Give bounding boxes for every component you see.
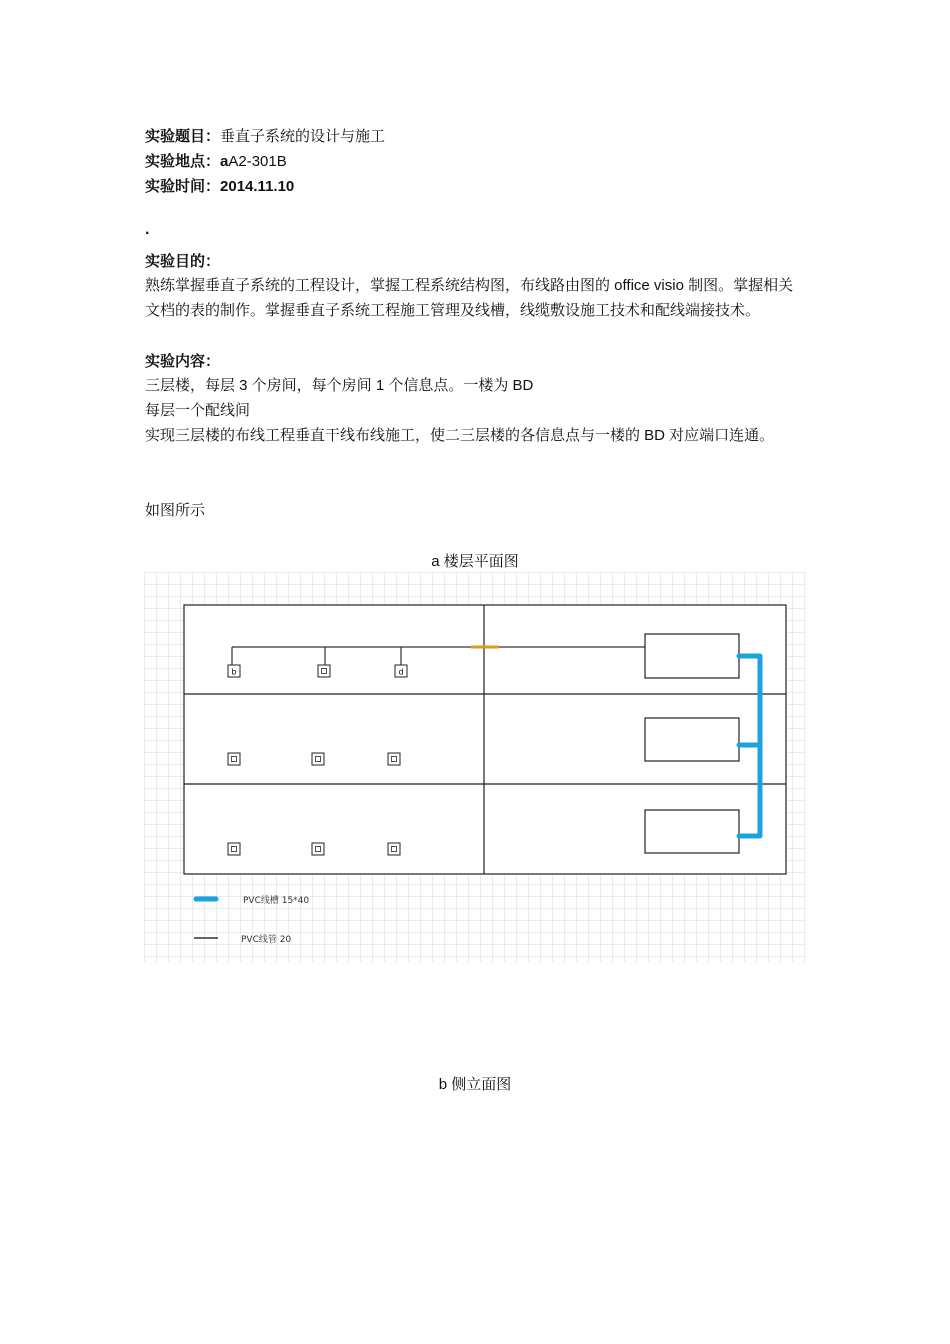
info-outlet-f3-3: [388, 843, 400, 855]
experiment-title-value: 垂直子系统的设计与施工: [220, 128, 386, 145]
info-outlet-f3-1: [228, 843, 240, 855]
info-outlet-f2-3: [388, 753, 400, 765]
info-outlet-f2-1: [228, 753, 240, 765]
info-outlet-f1-3: [395, 665, 407, 677]
content-line-2: 每层一个配线间: [145, 402, 251, 419]
experiment-time-line: [145, 177, 294, 197]
experiment-title-label: 实验题目：: [145, 128, 221, 145]
content-line-3: 实现三层楼的布线工程垂直干线布线施工，使二三层楼的各信息点与一楼的 BD 对应端口连通。: [145, 427, 775, 444]
experiment-time-value: 2014.11.10: [220, 178, 295, 195]
outlet-label-b: b: [231, 667, 237, 677]
experiment-title-line: [145, 127, 385, 147]
as-shown-text: 如图所示: [145, 502, 206, 519]
experiment-location-prefix: a: [220, 153, 229, 170]
experiment-time-label: 实验时间：: [145, 178, 221, 195]
info-outlet-f1-2: [318, 665, 330, 677]
purpose-heading: 实验目的：: [145, 253, 221, 270]
floor-plan-diagram: [144, 572, 806, 962]
info-outlet-f2-2: [312, 753, 324, 765]
legend-conduit-label: PVC线管 20: [241, 935, 292, 945]
experiment-location-value: A2-301B: [228, 153, 287, 170]
outlet-label-d: d: [398, 667, 404, 677]
wiring-closet-f1: [645, 634, 739, 678]
legend-trunk-label: PVC线槽 15*40: [243, 896, 310, 906]
figure-b-caption: b 侧立面图: [438, 1076, 512, 1093]
purpose-text: 熟练掌握垂直子系统的工程设计，掌握工程系统结构图，布线路由图的 office visio 制图。掌握相关文档的表的制作。掌握垂直子系统工程施工管理及线槽，线缆敷设施工技术和配线端接技术。: [145, 277, 794, 319]
content-line-1: 三层楼，每层 3 个房间，每个房间 1 个信息点。一楼为 BD: [145, 377, 534, 394]
bullet-mark: ·: [145, 225, 151, 242]
experiment-location-line: [145, 152, 287, 172]
wiring-closet-f3: [645, 810, 739, 853]
info-outlet-f3-2: [312, 843, 324, 855]
info-outlet-f1-1: [228, 665, 240, 677]
experiment-location-label: 实验地点：: [145, 153, 221, 170]
content-heading: 实验内容：: [145, 353, 221, 370]
figure-a-caption: a 楼层平面图: [431, 553, 519, 570]
wiring-closet-f2: [645, 718, 739, 761]
